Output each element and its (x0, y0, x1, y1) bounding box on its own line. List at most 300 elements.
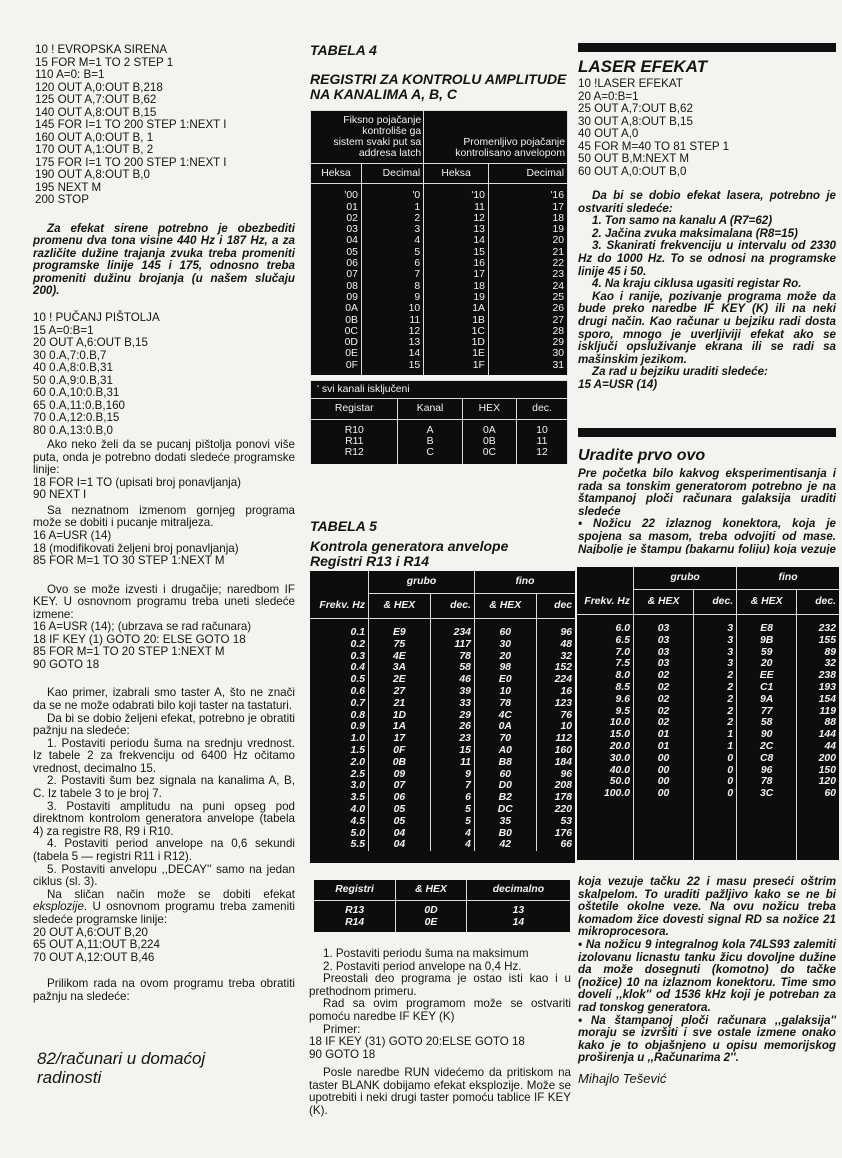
table-cell: '0 (361, 184, 423, 202)
table-cell: 09 (311, 292, 362, 303)
code-line: 70 0.A,12:0.B,15 (33, 411, 120, 425)
code-line: 30 0.A,7:0.B,7 (33, 348, 107, 362)
table-cell: 0 (694, 753, 737, 765)
table-row (577, 776, 839, 788)
table-cell: 90 (737, 729, 797, 741)
explosion-paragraph (33, 889, 295, 927)
uradite-bullet-3: • Na štampanoj ploči računara ,,galaksija'' moraju se izvršiti i sve ostale izmene onako kako je to objašnjeno u opisu memorijskog proširenja u ,,Računarima 2''. (578, 1013, 836, 1065)
table-cell: 2.5 (350, 768, 365, 780)
table-cell: 03 (634, 658, 694, 670)
table-cell: 7 (430, 780, 474, 792)
table-row (311, 315, 568, 326)
table4-group-right: Promenljivo pojačanje kontrolisano anvelopom (424, 111, 568, 164)
code-line: 10 !LASER EFEKAT (578, 77, 683, 90)
table4 (310, 110, 568, 375)
table-cell: 120 (797, 776, 839, 788)
table-row (310, 733, 575, 745)
table-cell: 0D (311, 337, 362, 348)
table-cell: 7 (361, 269, 423, 280)
column-header: & HEX (634, 590, 694, 615)
effect-paragraph: Da bi se dobio željeni efekat, potrebno je obratiti pažnju na sledeće: (33, 711, 295, 738)
table-cell: 238 (797, 670, 839, 682)
table-cell: 0A (311, 303, 362, 314)
table-cell: 26 (488, 303, 567, 314)
table-row (311, 303, 568, 314)
ifkey-usage-paragraph: Rad sa ovim programom može se ostvariti pomoću naredbe IF KEY (K) (309, 997, 571, 1023)
table-cell: R10 (311, 419, 398, 436)
table-cell: 58 (430, 662, 474, 674)
table-cell: 28 (488, 326, 567, 337)
explosion-ifkey-code (309, 1036, 571, 1061)
table-cell: 1D (369, 710, 431, 722)
table5-corner (310, 571, 369, 594)
step-item: 4. Postaviti period anvelope na 0,6 sekundi (tabela 5 — registri R11 i R12). (33, 837, 295, 864)
table5-left (310, 571, 575, 863)
laser-item: 2. Jačina zvuka maksimalana (R8=15) (592, 226, 798, 240)
table5-right (577, 567, 839, 860)
table-cell: 4E (369, 651, 431, 663)
table-cell: 220 (536, 804, 575, 816)
table-cell: 27 (488, 315, 567, 326)
table-cell: 10 (361, 303, 423, 314)
column-header: Decimal (361, 164, 423, 184)
siren-code (35, 44, 295, 207)
table-row (310, 769, 575, 781)
table-cell: 232 (797, 615, 839, 635)
table-row (310, 619, 575, 639)
laser-paragraph-2: Za rad u bejziku uraditi sledeće: (592, 365, 768, 379)
code-line: 25 OUT A,7:OUT B,62 (578, 102, 693, 115)
table-cell: 0C (462, 447, 516, 463)
table-cell: 27 (369, 686, 431, 698)
table-cell: 30.0 (609, 752, 630, 764)
table-cell: 01 (634, 729, 694, 741)
footer-line-1: 82/računari u domaćoj (37, 1049, 206, 1068)
table-cell: 01 (311, 202, 362, 213)
table-cell: 12 (517, 447, 568, 463)
table-row (314, 900, 570, 916)
table5-title-1: Kontrola generatora anvelope (310, 538, 509, 554)
table-cell: 0B (462, 436, 516, 447)
table-cell: 208 (536, 780, 575, 792)
laser-item: 4. Na kraju ciklusa ugasiti registar Ro. (592, 277, 802, 291)
table-cell: 02 (634, 682, 694, 694)
table-cell: 193 (797, 682, 839, 694)
table-cell: 5 (430, 816, 474, 828)
steps-list (33, 738, 295, 889)
explosion-text-a: Na sličan način može se dobiti efekat (47, 887, 295, 901)
table-row (311, 360, 568, 375)
table-cell: 18 (488, 213, 567, 224)
table-cell: 2 (694, 717, 737, 729)
table-row (310, 780, 575, 792)
table-cell: DC (474, 804, 536, 816)
table-row (314, 917, 570, 933)
code-line: 120 OUT A,0:OUT B,218 (35, 80, 163, 94)
table-row (577, 741, 839, 753)
table-cell: EE (737, 670, 797, 682)
code-line: 45 FOR M=40 TO 81 STEP 1 (578, 139, 730, 153)
remaining-paragraph: Preostali deo programa je ostao isti kao i u prethodnom primeru. (309, 972, 571, 998)
code-line: 70 OUT A,12:OUT B,46 (33, 950, 155, 964)
table-row (577, 729, 839, 741)
uradite-continued (578, 876, 836, 1086)
example-label: Primer: (323, 1022, 361, 1036)
page-footer (37, 1049, 205, 1087)
code-line: 190 OUT A,8:OUT B,0 (35, 168, 150, 181)
table-cell: 1 (694, 741, 737, 753)
table-cell: 18 (424, 281, 489, 292)
table-cell: 04 (311, 235, 362, 246)
table-cell: 20 (474, 651, 536, 663)
table-row (311, 184, 568, 202)
table-cell: 25 (488, 292, 567, 303)
table-cell: 10 (517, 419, 568, 436)
step-item: 1. Postaviti periodu šuma na srednju vrednost. Iz tabele 2 za frekvenciju od 6400 Hz očitamo vrednost, decimalno 15. (33, 736, 295, 775)
table4-group-left: Fiksno pojačanje kontroliše ga sistem svaki put sa addresa latch (311, 111, 424, 164)
table-row (577, 706, 839, 718)
table-cell: 89 (797, 647, 839, 659)
table-cell: 0 (694, 788, 737, 800)
column-header: dec. (430, 594, 474, 619)
table-cell: 09 (369, 769, 431, 781)
uradite-paragraph: Pre početka bilo kakvog eksperimentisanja i rada sa tonskim generatorom potrebno je na štampanoj ploči računara galaksija uraditi sledeće (578, 467, 836, 518)
table-cell: 17 (369, 733, 431, 745)
table-cell: 9 (361, 292, 423, 303)
table-cell: 2 (694, 670, 737, 682)
code-line: 50 0.A,9:0.B,31 (33, 373, 113, 387)
column-header: dec. (694, 590, 737, 615)
ifkey-paragraph: Ovo se može izvesti i drugačije; naredbom IF KEY. U osnovnom programu treba uneti sledeće izmene: (33, 582, 295, 621)
table-cell: 0F (369, 745, 431, 757)
column-header: & HEX (474, 594, 536, 619)
uradite-bullet-2: • Na nožicu 9 integralnog kola 74LS93 zalemiti izolovanu licnastu tanku žicu dovoljne dužine da može dosegnuti (komotno) do tačke (nožice) 10 na izlaznom konektoru. Time smo doveli ,,klok'' od 1536 kHz koji je potreban za rad tonskog generatora. (578, 937, 836, 1014)
table-cell: E0 (474, 674, 536, 686)
code-line: 145 FOR I=1 TO 200 STEP 1:NEXT I (35, 118, 227, 131)
table-cell: 154 (797, 694, 839, 706)
table-cell: 3A (369, 662, 431, 674)
table-cell: R11 (311, 436, 398, 447)
table-row (577, 682, 839, 694)
table-cell: E8 (737, 615, 797, 635)
table-row (311, 247, 568, 258)
table-cell: 96 (536, 619, 575, 639)
table-row (577, 694, 839, 706)
code-line: 160 OUT A,0:OUT B, 1 (35, 130, 154, 144)
table-cell: 0B (311, 315, 362, 326)
table-cell: B8 (474, 757, 536, 769)
setting-line-1: 1. Postaviti periodu šuma na maksimum (323, 947, 529, 960)
column-header: dec. (517, 399, 568, 419)
table-cell: 70 (474, 733, 536, 745)
column-header: Decimal (488, 164, 567, 184)
code-line: 40 0.A,8:0.B,31 (33, 361, 113, 375)
table-cell: 16 (536, 686, 575, 698)
table-cell: 160 (536, 745, 575, 757)
table-row (311, 292, 568, 303)
table-cell: 144 (797, 729, 839, 741)
table-cell: 5 (430, 804, 474, 816)
code-line: 15 FOR M=1 TO 2 STEP 1 (35, 55, 174, 69)
code-line: 18 IF KEY (31) GOTO 20:ELSE GOTO 18 (309, 1035, 525, 1049)
table-cell: 15 (424, 247, 489, 258)
column-header: HEX (462, 399, 516, 419)
table-cell: 02 (634, 717, 694, 729)
table-cell: '16 (488, 184, 567, 202)
table-cell: 2 (694, 682, 737, 694)
table-cell: 06 (369, 792, 431, 804)
table-cell: B2 (474, 792, 536, 804)
pistol-code (33, 312, 295, 437)
table-cell: 0E (396, 917, 467, 933)
table-cell: 9 (430, 769, 474, 781)
table-cell: 14 (361, 348, 423, 359)
table-cell: 44 (797, 741, 839, 753)
code-line: 16 A=USR (14); (ubrzava se rad računara) (33, 620, 252, 634)
explosion-text-b: . U osnovnom programu treba zameniti sledeće programske linije: (33, 900, 295, 926)
table-cell: 4 (430, 839, 474, 851)
table-cell: 78 (737, 776, 797, 788)
siren-note: Za efekat sirene potrebno je obezbediti promenu dva tona visine 440 Hz i 187 Hz, a za različite dužine trajanja zvuka treba promeniti programske linije 145 i 175, odnosno treba promeniti dužinu brojanja (u našem slučaju 200). (33, 221, 295, 298)
table-row (310, 792, 575, 804)
code-line: 140 OUT A,8:OUT B,15 (35, 105, 157, 119)
table-cell: 0.2 (350, 638, 365, 650)
register-table-r10-r12 (310, 380, 568, 463)
table-cell: 77 (737, 706, 797, 718)
table-cell: 24 (488, 281, 567, 292)
table-cell: 42 (474, 839, 536, 851)
table5-right-group-fino: fino (737, 567, 839, 590)
table-cell: 32 (536, 651, 575, 663)
laser-title: LASER EFEKAT (578, 57, 708, 76)
table-row (311, 326, 568, 337)
table-row (577, 765, 839, 777)
table-cell: 17 (488, 202, 567, 213)
table-cell: 19 (488, 224, 567, 235)
table-cell: R12 (311, 447, 398, 463)
table-cell: 59 (737, 647, 797, 659)
code-line: 10 ! PUČANJ PIŠTOLJA (33, 311, 160, 325)
column-header: Registar (311, 399, 398, 419)
column-header: Heksa (311, 164, 362, 184)
table-cell: 58 (737, 717, 797, 729)
table-cell: 46 (430, 674, 474, 686)
table-cell: 98 (474, 662, 536, 674)
code-line: 60 OUT A,0:OUT B,0 (578, 164, 687, 178)
table-cell: 76 (536, 710, 575, 722)
table-cell: 2 (694, 694, 737, 706)
code-line: 80 0.A,13:0.B,0 (33, 423, 113, 437)
table-cell: 13 (361, 337, 423, 348)
code-line: 195 NEXT M (35, 180, 102, 194)
table-cell: 00 (634, 753, 694, 765)
code-line: 85 FOR M=1 TO 20 STEP 1:NEXT M (33, 645, 225, 659)
table-cell: 1D (424, 337, 489, 348)
table-cell: 184 (536, 757, 575, 769)
table-cell: 4 (430, 828, 474, 840)
table-cell: 78 (430, 651, 474, 663)
pistol-paragraph-1: Ako neko želi da se pucanj pištolja ponovi više puta, onda je potrebno dodati sledeće programske linije: (33, 438, 295, 477)
table-cell: 0A (474, 721, 536, 733)
column-header: Heksa (424, 164, 489, 184)
step-item: 2. Postaviti šum bez signala na kanalima A, B, C. Iz tabele 3 to je broj 7. (33, 774, 295, 801)
table-row (311, 269, 568, 280)
table4-title: REGISTRI ZA KONTROLU AMPLITUDE NA KANALIMA A, B, C (310, 71, 567, 102)
table-cell: 04 (369, 839, 431, 851)
code-line: 90 GOTO 18 (309, 1047, 376, 1061)
table-cell: 178 (536, 792, 575, 804)
laser-item: 1. Ton samo na kanalu A (R7=62) (592, 214, 773, 228)
table-cell: 1F (424, 360, 489, 375)
table-cell: R13 (345, 904, 365, 916)
code-line: 40 OUT A,0 (578, 127, 639, 140)
table-cell: C1 (737, 682, 797, 694)
table-cell: 3 (694, 658, 737, 670)
table5-group-grubo: grubo (369, 571, 475, 594)
code-line: 20 OUT A,6:OUT B,20 (33, 925, 148, 939)
table-cell: B (398, 436, 462, 447)
table-cell: 05 (369, 804, 431, 816)
table-cell: 15 (430, 745, 474, 757)
table-cell: 150 (797, 765, 839, 777)
table-cell: 96 (536, 769, 575, 781)
table-cell: 40.0 (609, 764, 630, 776)
author-name: Mihajlo Tešević (578, 1070, 667, 1086)
table-cell: 48 (536, 639, 575, 651)
table-cell: 6.0 (615, 623, 630, 634)
table-row (577, 658, 839, 670)
code-line: 200 STOP (35, 193, 89, 206)
code-line: 18 (modifikovati željeni broj ponavljanja) (33, 541, 239, 555)
code-line: 90 GOTO 18 (33, 657, 100, 671)
code-line: 30 OUT A,8:OUT B,15 (578, 114, 693, 128)
table-cell: 03 (634, 635, 694, 647)
explosion-emphasis: eksplozije (33, 900, 84, 914)
table-row (577, 635, 839, 647)
code-line: 16 A=USR (14) (33, 529, 112, 543)
table-cell: 7.0 (615, 646, 630, 658)
laser-intro: Da bi se dobio efekat lasera, potrebno je ostvariti sledeće: (578, 189, 836, 215)
table-cell: 2E (369, 674, 431, 686)
table-cell: 15 (361, 360, 423, 375)
table-cell: 176 (536, 828, 575, 840)
table-cell: 07 (369, 780, 431, 792)
table-cell: 152 (536, 662, 575, 674)
table-cell: 2C (737, 741, 797, 753)
table-cell: 5 (361, 247, 423, 258)
table-row (577, 753, 839, 765)
column-header: decimalno (466, 880, 570, 900)
table-cell: 0.1 (350, 627, 365, 638)
table-cell: 19 (424, 292, 489, 303)
code-line: 90 NEXT I (33, 488, 87, 502)
table-cell: 9B (737, 635, 797, 647)
code-line: 110 A=0: B=1 (35, 68, 105, 81)
table-cell: 16 (424, 258, 489, 269)
table4-section (310, 42, 572, 464)
table-cell: 0.8 (350, 709, 365, 721)
table-cell: 29 (488, 337, 567, 348)
table-row (311, 436, 568, 447)
code-line: 65 0.A,11:0.B,160 (33, 398, 125, 412)
table-cell: 0.3 (350, 650, 365, 662)
register-table-r13-r14 (314, 880, 570, 932)
table-cell: 10 (536, 721, 575, 733)
table-cell: 03 (634, 615, 694, 635)
table-cell: 17 (424, 269, 489, 280)
table-cell: 9A (737, 694, 797, 706)
column-header: & HEX (396, 880, 467, 900)
run-paragraph: Posle naredbe RUN videćemo da pritiskom na taster BLANK dobijamo efekat eksplozije. Može se upotrebiti i neki drugi taster pomoću tablice IF KEY (K). (309, 1066, 571, 1117)
table-cell: 6 (430, 792, 474, 804)
table-row (310, 662, 575, 674)
table-cell: 30 (488, 348, 567, 359)
table-cell: 21 (488, 247, 567, 258)
table-cell: 14 (466, 917, 570, 933)
table-cell: 112 (536, 733, 575, 745)
table-cell: 9.5 (615, 705, 630, 717)
table-cell: 0C (311, 326, 362, 337)
table-cell: 4 (361, 235, 423, 246)
table-cell: 39 (430, 686, 474, 698)
table-row (310, 745, 575, 757)
table-cell: C8 (737, 753, 797, 765)
table-row (577, 647, 839, 659)
table-cell: 2.0 (350, 756, 365, 768)
code-line: 50 OUT B,M:NEXT M (578, 152, 690, 165)
table-cell: R14 (345, 916, 365, 928)
code-line: 65 OUT A,11:OUT B,224 (33, 938, 160, 952)
code-line: 60 0.A,10:0.B,31 (33, 386, 120, 400)
table-cell: 60 (474, 769, 536, 781)
closing-paragraph: Prilikom rada na ovom programu treba obratiti pažnju na sledeće: (33, 977, 295, 1003)
table-cell: 32 (797, 658, 839, 670)
laser-items (578, 215, 836, 291)
table-cell: 0.9 (350, 721, 365, 733)
table-cell: 02 (634, 706, 694, 718)
table-cell: 33 (430, 698, 474, 710)
table-cell: 13 (424, 224, 489, 235)
table-cell: 26 (430, 721, 474, 733)
table5-title-2: Registri R13 i R14 (310, 553, 430, 569)
table-row (311, 337, 568, 348)
table-cell: 20 (737, 658, 797, 670)
table-cell: E9 (369, 619, 431, 639)
table-cell: A (398, 419, 462, 436)
table-row (310, 757, 575, 769)
column-header: & HEX (737, 590, 797, 615)
laser-section (578, 43, 836, 392)
table-cell: 3 (361, 224, 423, 235)
table-row (310, 698, 575, 710)
uradite-title: Uradite prvo ovo (578, 447, 706, 464)
table-cell: 0.5 (350, 674, 365, 686)
table-cell: 3.5 (350, 792, 365, 804)
code-line: 15 A=0:B=1 (33, 323, 94, 337)
step-item: 5. Postaviti anvelopu ,,DECAY'' samo na jedan ciklus (sl. 3). (33, 862, 295, 889)
laser-paragraph-1: Kao i ranije, pozivanje programa može da bude preko naredbe IF KEY (K) ili na neki drugi način. Kao računar u bejziku radi dosta sporo, mnogo je uverljiviji efekat ako se isključi opsluživanje ekrana ili se radi sa mašinskim jezikom. (578, 289, 836, 366)
laser-usr-code: 15 A=USR (14) (578, 377, 658, 391)
table-row (311, 235, 568, 246)
table-cell: D0 (474, 780, 536, 792)
table5-heading (310, 518, 575, 569)
table-row (310, 839, 575, 851)
table-cell: 10 (474, 686, 536, 698)
table-cell: 0A (462, 419, 516, 436)
table-cell: 8.5 (615, 681, 630, 693)
table-cell: 02 (634, 670, 694, 682)
table5-label: TABELA 5 (310, 518, 377, 534)
